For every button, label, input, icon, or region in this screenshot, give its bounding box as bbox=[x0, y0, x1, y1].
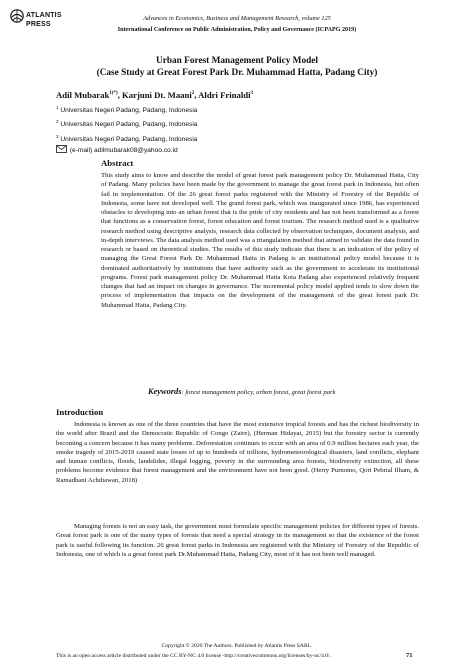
affiliation-2-text: Universitas Negeri Padang, Padang, Indonesia bbox=[60, 121, 198, 129]
publisher-name-line2: PRESS bbox=[26, 21, 51, 28]
affiliation-1-sup: 1 bbox=[56, 105, 59, 110]
paper-title-line2: (Case Study at Great Forest Park Dr. Muhammad Hatta, Padang City) bbox=[96, 67, 378, 78]
affiliation-3-text: Universitas Negeri Padang, Padang, Indonesia bbox=[60, 136, 198, 144]
author-3-sup: 3 bbox=[250, 91, 254, 97]
affiliation-2 bbox=[56, 116, 197, 130]
page-number: 71 bbox=[406, 652, 413, 659]
affiliation-1 bbox=[56, 102, 197, 116]
author-list bbox=[56, 90, 253, 100]
affiliation-3-sup: 3 bbox=[56, 133, 59, 139]
introduction-heading: Introduction bbox=[56, 407, 104, 417]
keywords-text: : forest management policy, urban forest, great forest park bbox=[181, 389, 336, 396]
keywords-line bbox=[148, 387, 335, 396]
paper-title bbox=[0, 56, 474, 79]
abstract-text: This study aims to know and describe the model of great forest park management policy Dr. Muhammad Hatta, City of Padang. Many policies have been made by the government to manage the great forest park in Indonesia, but often fail in implementation. Of the 26 great forest parks registered with the Ministry of Forestry of the Republic of Indonesia, some have not developed well. The grand forest park, which was inaugurated since 1986, has experienced obstacles to developing into an urban forest that is the pride of city residents and has not been transformed as a forest that functions as a conservation forest, forest education and forest tourism. The research method used is a qualitative research method using descriptive analysis, research data collected by observation techniques, document analysis, and in-depth interviews. The data analysis method used was a triangulation method that aimed to validate the data found in research or based on theoretical studies. The results of this study indicate that there is an indication of the policy of managing the Great Forest Park Dr. Muhammad Hatta in Padang is an institutional policy model because it is dominated authoritatively by institutions that have authority such as the government to accelerate its institutional programs. Forest park management policy Dr. Muhammad Hatta Kota Padang also experienced relatively frequent changes that had an impact on changes in governance. The incremental policy model applied tends to slow down the process of implementation that impacts on the development of the management of the great forest park Dr. Muhammad Hatta, Padang City. bbox=[101, 172, 419, 309]
keywords-label: Keywords bbox=[148, 387, 182, 396]
author-2-sup: 2 bbox=[191, 91, 195, 97]
email-line bbox=[56, 145, 197, 156]
publisher-name-line1: ATLANTIS bbox=[26, 12, 62, 19]
affiliation-3 bbox=[56, 131, 197, 145]
journal-title: Advances in Economics, Business and Management Research, volume 125 bbox=[143, 15, 331, 22]
introduction-paragraph-2: Managing forests is not an easy task, the government must formulate specific management policies for different types of forests. Great forest park is one of the many types of forests that need a special strategy in its management so that the existence of the forest park is useful following its function. 26 great forest parks in Indonesia are registered with the Ministry of Forestry of the Republic of Indonesia, one of which is a great forest park Dr.Muhammad Hatta, Padang City, most of it has not been well managed. bbox=[56, 523, 419, 558]
paper-title-line1: Urban Forest Management Policy Model bbox=[156, 56, 318, 66]
affiliations bbox=[56, 102, 197, 157]
license-notice: This is an open access article distributed under the CC BY-NC 4.0 license -http://creativecommons.org/licenses/by-nc/4.0/. bbox=[56, 653, 332, 659]
copyright-notice: Copyright © 2020 The Authors. Published by Atlantis Press SARL. bbox=[161, 643, 313, 649]
affiliation-1-text: Universitas Negeri Padang, Padang, Indonesia bbox=[60, 107, 198, 115]
author-1-sup: 1(*) bbox=[109, 91, 118, 97]
author-1: Adil Mubarak bbox=[56, 90, 110, 100]
author-2: , Karjuni Dt. Maani bbox=[117, 90, 192, 100]
abstract-heading: Abstract bbox=[101, 158, 134, 168]
email-address: (e-mail) adilmubarak08@yahoo.co.id bbox=[69, 147, 178, 155]
conference-title: International Conference on Public Administration, Policy and Governance (ICPAPG 2019) bbox=[117, 27, 357, 33]
abstract-section bbox=[101, 158, 419, 310]
introduction-paragraph-1: Indonesia is known as one of the three countries that have the most extensive tropical forests and has the richest biodiversity in the world after Brazil and the Democratic Republic of Congo (Zaire), (Herman Hidayat, 2015) but the forestry sector is currently becoming a concern because it has many problems. Deforestation continues to occur with an area of 0.9 million hectares each year, the smoke tragedy of 2015-2019 caused state losses of up to hundreds of trillions, hydrometeorological disasters, land conflicts, elephant and human conflicts, floods, landslides, illegal logging, poverty in the surrounding area forests, biodiversity extinction, all these problems become evidence that forest management and the environment have not been good. (Herry Purnomo, Qori Pebrial Ilham, & Ramadhani Achdiawan, 2018) bbox=[56, 421, 419, 484]
author-3: , Aldri Frinaldi bbox=[194, 90, 251, 100]
affiliation-2-sup: 2 bbox=[56, 119, 59, 125]
envelope-icon bbox=[56, 145, 67, 153]
